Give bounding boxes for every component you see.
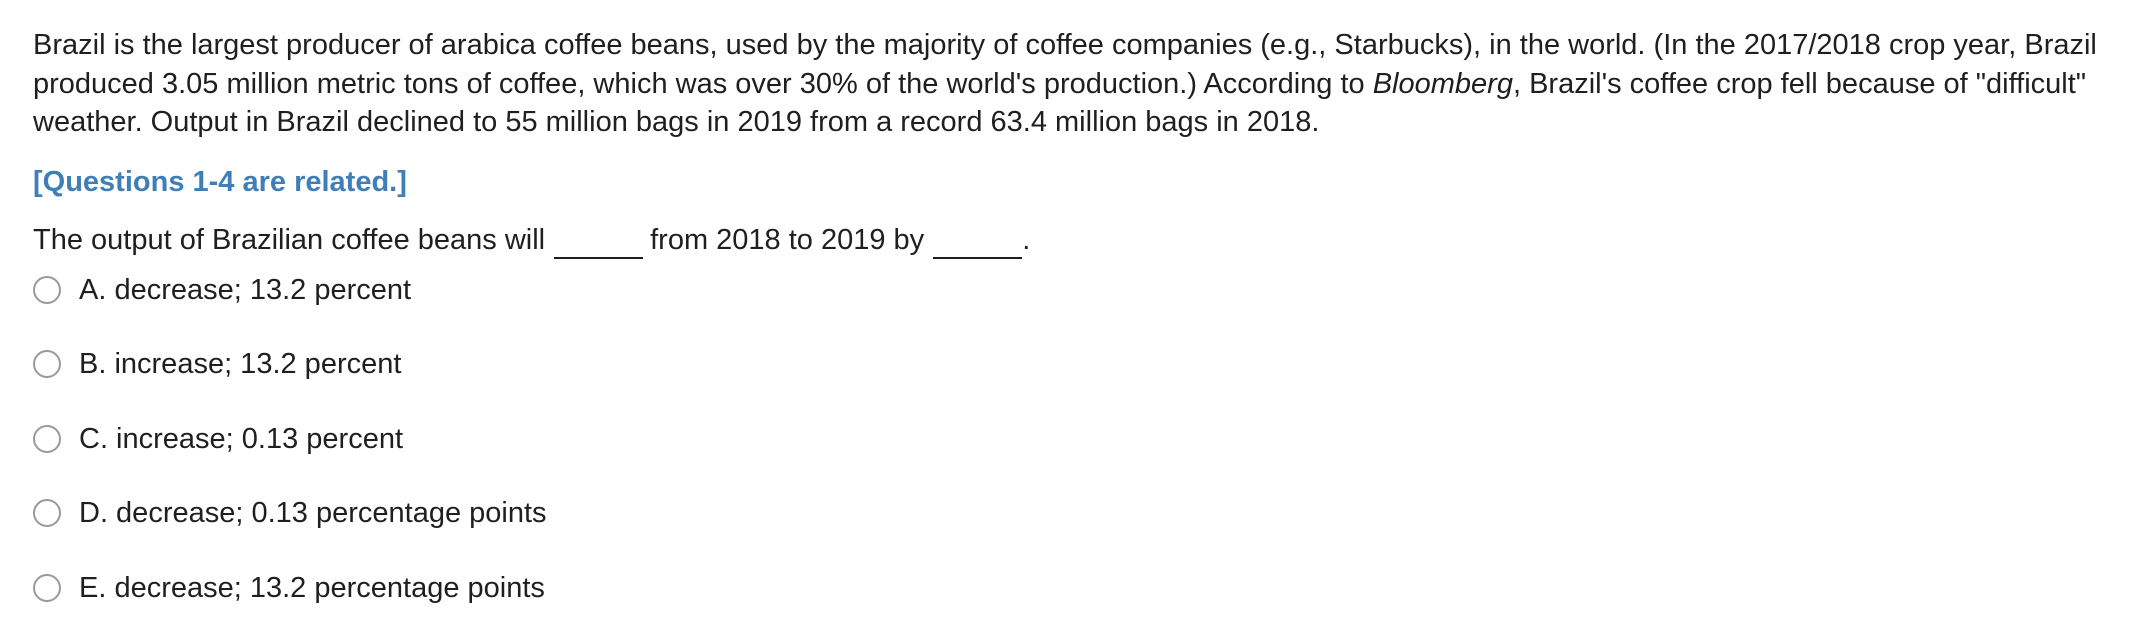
radio-button[interactable] — [33, 425, 61, 453]
choice-e[interactable] — [33, 569, 2150, 607]
question-stem — [33, 221, 2150, 259]
passage-part-1: Brazil is the largest producer of arabica coffee beans, used by the majority of coffee companies (e.g., Starbucks), in the world. (In the 2017/2018 crop year, Brazil produced 3.05 million metric tons of coffee, which was over 30% of the world's production.) According to — [33, 29, 2097, 100]
radio-button[interactable] — [33, 276, 61, 304]
question-text-after: . — [1022, 223, 1031, 256]
choice-label[interactable]: D. decrease; 0.13 percentage points — [79, 497, 547, 529]
choice-c[interactable] — [33, 420, 2150, 458]
choice-a[interactable] — [33, 271, 2150, 309]
answer-blank-2 — [933, 229, 1022, 259]
choice-label[interactable]: E. decrease; 13.2 percentage points — [79, 571, 545, 604]
choice-b[interactable] — [33, 345, 2150, 383]
radio-button[interactable] — [33, 350, 61, 378]
answer-choices — [33, 271, 2150, 607]
radio-button[interactable] — [33, 574, 61, 602]
choice-label[interactable]: A. decrease; 13.2 percent — [79, 273, 412, 306]
related-questions-note: [Questions 1-4 are related.] — [33, 165, 407, 198]
passage-part-2: , Brazil's coffee crop fell because of "difficult" weather. Output in Brazil declined to 55 million bags in 2019 from a record 63.4 million bags in 2018. — [33, 67, 2087, 138]
question-text-middle: from 2018 to 2019 by — [650, 223, 925, 256]
choice-label[interactable]: B. increase; 13.2 percent — [79, 348, 402, 380]
passage-text — [33, 26, 2133, 142]
question-text-before: The output of Brazilian coffee beans will — [33, 223, 546, 256]
choice-label[interactable]: C. increase; 0.13 percent — [79, 422, 404, 455]
answer-blank-1 — [554, 229, 643, 259]
radio-button[interactable] — [33, 499, 61, 527]
choice-d[interactable] — [33, 494, 2150, 532]
passage-source: Bloomberg — [1372, 67, 1513, 100]
